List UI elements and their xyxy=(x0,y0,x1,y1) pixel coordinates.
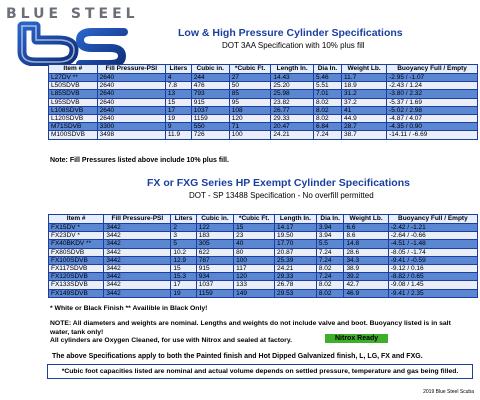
table-cell: -4.35 / 0.90 xyxy=(387,123,478,131)
table-cell: 1037 xyxy=(191,106,229,114)
table-cell: 37.2 xyxy=(342,98,387,106)
table-cell: 17.70 xyxy=(275,240,317,248)
table-cell: 28.7 xyxy=(342,123,387,131)
oxygen-cleaned-note: All cylinders are Oxygen Cleaned, for use with Nitrox and sealed at factory. xyxy=(50,337,292,344)
table-cell: -9.41 / -0.59 xyxy=(388,256,477,264)
table-cell: 244 xyxy=(191,74,229,82)
finish-note: * White or Black Finish ** Availible in Black Only! xyxy=(50,305,208,312)
table-header-row xyxy=(49,65,478,74)
table-cell: 8.02 xyxy=(313,98,341,106)
table-cell: L120SDVB xyxy=(49,115,98,123)
table-cell: 44.9 xyxy=(342,115,387,123)
table-cell: 38.7 xyxy=(342,131,387,139)
column-header: *Cubic Ft. xyxy=(229,65,271,74)
table-cell: 7.24 xyxy=(316,248,344,256)
table-cell: 3442 xyxy=(104,232,171,240)
table-cell: -8.05 / -1.74 xyxy=(388,248,477,256)
column-header: Item # xyxy=(49,215,104,224)
table-cell: 915 xyxy=(196,265,233,273)
table-cell: 3442 xyxy=(104,248,171,256)
table-row xyxy=(49,98,478,106)
column-header: Fill Pressure-PSI xyxy=(97,65,165,74)
table-cell: 25.39 xyxy=(275,256,317,264)
table-cell: 2640 xyxy=(97,98,165,106)
table-cell: 71 xyxy=(229,123,271,131)
table-cell: -4.87 / 4.07 xyxy=(387,115,478,123)
table-cell: 15.3 xyxy=(171,273,196,281)
table-cell: -14.11 / -6.69 xyxy=(387,131,478,139)
logo-bs-icon xyxy=(6,6,156,66)
copyright: 2019 Blue Steel Scuba xyxy=(423,389,474,395)
table-cell: 3.94 xyxy=(316,224,344,232)
table-cell: 1159 xyxy=(191,115,229,123)
hp-exempt-table xyxy=(48,214,478,298)
column-header: Length In. xyxy=(271,65,314,74)
table-row xyxy=(49,224,478,232)
table-cell: 100 xyxy=(229,131,271,139)
nitrox-ready-badge: Nitrox Ready xyxy=(325,334,388,343)
column-header: Cubic in. xyxy=(196,215,233,224)
finishes-note: The above Specifications apply to both the Painted finish and Hot Dipped Galvanized finish, L, LG, FX and FXG. xyxy=(52,353,423,360)
table-cell: 726 xyxy=(191,131,229,139)
table-cell: 12.9 xyxy=(171,256,196,264)
table-cell: 14.43 xyxy=(271,74,314,82)
nominal-note xyxy=(50,320,470,346)
table-cell: 305 xyxy=(196,240,233,248)
table-cell: 787 xyxy=(196,256,233,264)
table-row xyxy=(49,74,478,82)
column-header: Dia In. xyxy=(313,65,341,74)
table-cell: 39.2 xyxy=(344,273,388,281)
table-cell: 26.77 xyxy=(271,106,314,114)
table-cell: L108SDVB xyxy=(49,106,98,114)
table-cell: 80 xyxy=(234,248,275,256)
table-cell: 29.33 xyxy=(275,273,317,281)
table-cell: 50 xyxy=(229,82,271,90)
table-cell: 1159 xyxy=(196,289,233,297)
table-cell: 5.5 xyxy=(316,240,344,248)
table-cell: M100SDVB xyxy=(49,131,98,139)
table-cell: -9.12 / 0.16 xyxy=(388,265,477,273)
table-row xyxy=(49,82,478,90)
table-cell: L85SDVB xyxy=(49,90,98,98)
table-cell: 38.9 xyxy=(344,265,388,273)
column-header: Cubic in. xyxy=(191,65,229,74)
table-cell: 3442 xyxy=(104,281,171,289)
fill-pressure-note: Note: Fill Pressures listed above include 10% plus fill. xyxy=(50,157,229,164)
table-cell: 19.50 xyxy=(275,232,317,240)
table-cell: 19 xyxy=(165,115,191,123)
table-cell: FX133SDVB xyxy=(49,281,104,289)
table-cell: 122 xyxy=(196,224,233,232)
table-cell: 42.7 xyxy=(344,281,388,289)
table-cell: 5.46 xyxy=(313,74,341,82)
section1-subtitle: DOT 3AA Specification with 10% plus fill xyxy=(222,41,365,50)
table-cell: 85 xyxy=(229,90,271,98)
table-row xyxy=(49,232,478,240)
table-cell: L27DV ** xyxy=(49,74,98,82)
table-cell: -5.37 / 1.69 xyxy=(387,98,478,106)
table-cell: 24.21 xyxy=(271,131,314,139)
table-cell: 3 xyxy=(171,232,196,240)
table-cell: 2640 xyxy=(97,74,165,82)
table-cell: -9.08 / 1.45 xyxy=(388,281,477,289)
table-cell: 19 xyxy=(171,289,196,297)
table-cell: L95SDVB xyxy=(49,98,98,106)
table-cell: 8.6 xyxy=(344,232,388,240)
table-cell: 7.8 xyxy=(165,82,191,90)
column-header: Weight Lb. xyxy=(344,215,388,224)
table-cell: 20.47 xyxy=(271,123,314,131)
table-cell: FX40BKDV ** xyxy=(49,240,104,248)
table-cell: 8.02 xyxy=(313,106,341,114)
table-cell: 6.84 xyxy=(313,123,341,131)
column-header: Item # xyxy=(49,65,98,74)
table-cell: 17 xyxy=(165,106,191,114)
table-cell: 28.6 xyxy=(344,248,388,256)
table-cell: 34.3 xyxy=(344,256,388,264)
table-cell: -8.82 / 0.65 xyxy=(388,273,477,281)
table-cell: M71SDVB xyxy=(49,123,98,131)
table-cell: 3.94 xyxy=(316,232,344,240)
table-cell: 95 xyxy=(229,98,271,106)
table-cell: 117 xyxy=(234,265,275,273)
table-cell: 11.9 xyxy=(165,131,191,139)
table-cell: 550 xyxy=(191,123,229,131)
table-row xyxy=(49,273,478,281)
table-row xyxy=(49,123,478,131)
cubic-foot-footnote: *Cubic foot capacities listed are nominal and actual volume depends on settled pressure, temperature and gas being filled. xyxy=(47,364,473,379)
table-cell: 3442 xyxy=(104,256,171,264)
table-cell: 133 xyxy=(234,281,275,289)
column-header: Liters xyxy=(165,65,191,74)
table-cell: 29.53 xyxy=(275,289,317,297)
table-cell: 15 xyxy=(171,265,196,273)
table-cell: 7.24 xyxy=(313,131,341,139)
table-cell: L50SDVB xyxy=(49,82,98,90)
table-cell: 29.33 xyxy=(271,115,314,123)
table-row xyxy=(49,248,478,256)
table-row xyxy=(49,106,478,114)
table-cell: 7.24 xyxy=(316,256,344,264)
table-cell: 17 xyxy=(171,281,196,289)
table-cell: 120 xyxy=(234,273,275,281)
section2-title: FX or FXG Series HP Exempt Cylinder Specifications xyxy=(147,177,410,189)
table-cell: 6.6 xyxy=(344,224,388,232)
table-row xyxy=(49,289,478,297)
brand-name: BLUE STEEL xyxy=(6,6,139,22)
table-cell: FX80SDVB xyxy=(49,248,104,256)
table-cell: 15 xyxy=(165,98,191,106)
table-cell: 3442 xyxy=(104,265,171,273)
table-cell: 100 xyxy=(234,256,275,264)
table-cell: 2640 xyxy=(97,106,165,114)
table-cell: 793 xyxy=(191,90,229,98)
table-cell: 15 xyxy=(234,224,275,232)
table-cell: 23.82 xyxy=(271,98,314,106)
table-row xyxy=(49,256,478,264)
table-cell: 622 xyxy=(196,248,233,256)
table-cell: -4.51 / -1.48 xyxy=(388,240,477,248)
table-cell: 5.51 xyxy=(313,82,341,90)
table-cell: FX117SDVB xyxy=(49,265,104,273)
table-cell: -3.80 / 2.32 xyxy=(387,90,478,98)
column-header: Buoyancy Full / Empty xyxy=(388,215,477,224)
nominal-note-text: NOTE: All diameters and weights are nominal. Lengths and weights do not include valve and boot. Buoyancy listed is in salt water, tank only! xyxy=(50,320,451,336)
table-cell: 8.02 xyxy=(316,265,344,273)
table-cell: 4 xyxy=(165,74,191,82)
table-cell: -9.41 / 2.35 xyxy=(388,289,477,297)
table-cell: 11.7 xyxy=(342,74,387,82)
column-header: *Cubic Ft. xyxy=(234,215,275,224)
section1-title: Low & High Pressure Cylinder Specifications xyxy=(178,27,403,39)
table-cell: 24.21 xyxy=(275,265,317,273)
table-cell: 3442 xyxy=(104,273,171,281)
column-header: Buoyancy Full / Empty xyxy=(387,65,478,74)
table-cell: FX23DV * xyxy=(49,232,104,240)
table-cell: 3442 xyxy=(104,224,171,232)
table-cell: 120 xyxy=(229,115,271,123)
table-cell: -2.43 / 1.24 xyxy=(387,82,478,90)
table-cell: 18.9 xyxy=(342,82,387,90)
table-cell: 46.9 xyxy=(344,289,388,297)
table-cell: 27 xyxy=(229,74,271,82)
table-cell: -2.95 / -1.07 xyxy=(387,74,478,82)
table-cell: 3442 xyxy=(104,240,171,248)
table-row xyxy=(49,90,478,98)
table-row xyxy=(49,265,478,273)
table-cell: 9 xyxy=(165,123,191,131)
table-cell: 13 xyxy=(165,90,191,98)
table-row xyxy=(49,115,478,123)
table-cell: 23 xyxy=(234,232,275,240)
table-cell: -5.02 / 2.98 xyxy=(387,106,478,114)
table-cell: 7.01 xyxy=(313,90,341,98)
column-header: Weight Lb. xyxy=(342,65,387,74)
table-cell: 40 xyxy=(234,240,275,248)
blue-steel-logo xyxy=(6,6,156,66)
table-row xyxy=(49,281,478,289)
table-header-row xyxy=(49,215,478,224)
table-cell: 149 xyxy=(234,289,275,297)
column-header: Fill Pressure-PSI xyxy=(104,215,171,224)
table-cell: 5 xyxy=(171,240,196,248)
table-cell: 20.87 xyxy=(275,248,317,256)
table-cell: 10.2 xyxy=(171,248,196,256)
table-cell: 8.02 xyxy=(316,289,344,297)
table-cell: 26.78 xyxy=(275,281,317,289)
table-cell: 1037 xyxy=(196,281,233,289)
table-cell: 3498 xyxy=(97,131,165,139)
table-cell: FX15DV * xyxy=(49,224,104,232)
table-cell: 934 xyxy=(196,273,233,281)
table-cell: 2640 xyxy=(97,82,165,90)
table-cell: 2640 xyxy=(97,90,165,98)
table-cell: 25.20 xyxy=(271,82,314,90)
table-cell: -2.42 / -1.21 xyxy=(388,224,477,232)
table-cell: 31.2 xyxy=(342,90,387,98)
section2-subtitle: DOT - SP 13488 Specification - No overfill permitted xyxy=(189,191,374,200)
table-cell: 915 xyxy=(191,98,229,106)
table-cell: 2640 xyxy=(97,115,165,123)
column-header: Liters xyxy=(171,215,196,224)
table-cell: 3442 xyxy=(104,289,171,297)
table-cell: 2 xyxy=(171,224,196,232)
table-cell: 7.24 xyxy=(316,273,344,281)
table-cell: FX149SDVB xyxy=(49,289,104,297)
table-cell: 25.98 xyxy=(271,90,314,98)
table-cell: 8.02 xyxy=(316,281,344,289)
table-cell: 41 xyxy=(342,106,387,114)
table-cell: FX120SDVB xyxy=(49,273,104,281)
table-cell: 476 xyxy=(191,82,229,90)
table-cell: 3300 xyxy=(97,123,165,131)
table-cell: 14.8 xyxy=(344,240,388,248)
table-cell: 8.02 xyxy=(313,115,341,123)
table-row xyxy=(49,240,478,248)
table-cell: 183 xyxy=(196,232,233,240)
table-row xyxy=(49,131,478,139)
table-cell: FX100SDVB xyxy=(49,256,104,264)
table-cell: -2.64 / -0.66 xyxy=(388,232,477,240)
table-cell: 14.17 xyxy=(275,224,317,232)
table-cell: 108 xyxy=(229,106,271,114)
column-header: Length In. xyxy=(275,215,317,224)
low-high-pressure-table xyxy=(48,64,478,140)
column-header: Dia In. xyxy=(316,215,344,224)
